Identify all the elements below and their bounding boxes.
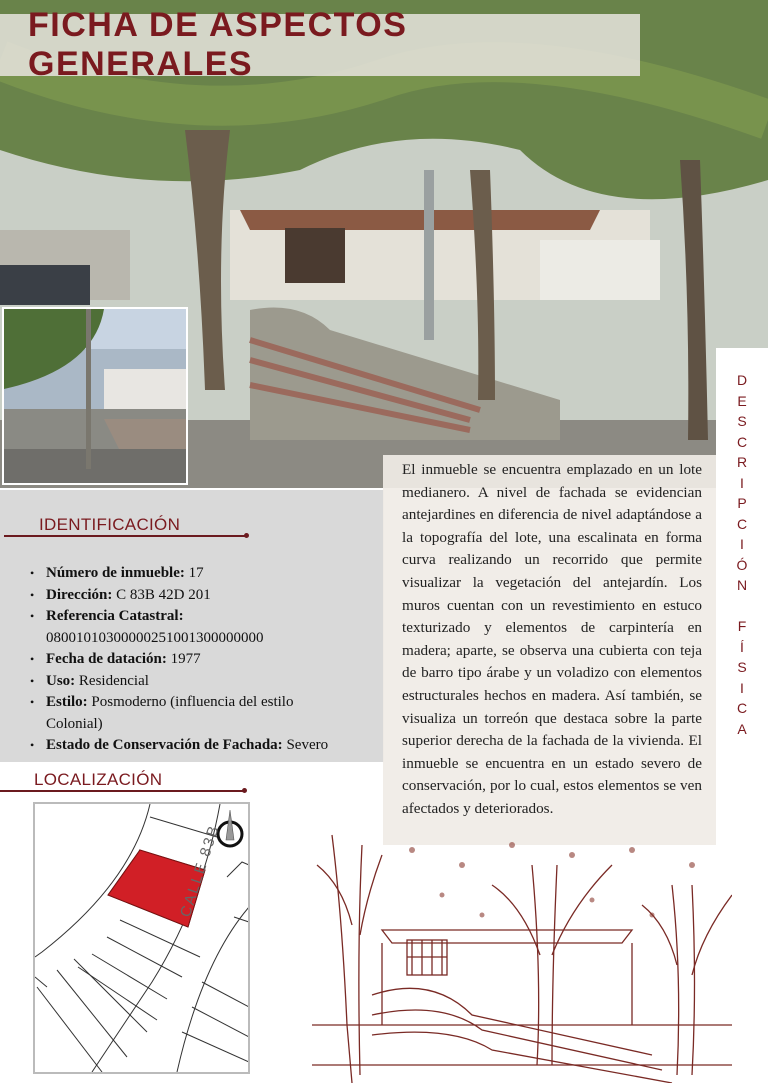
page-title: FICHA DE ASPECTOS GENERALES [28, 6, 408, 83]
heading-letter: I [740, 474, 744, 491]
item-value: Posmoderno (influencia del estilo Colonial) [46, 694, 294, 732]
item-label: Estado de Conservación de Fachada: [46, 737, 283, 753]
location-divider [0, 790, 245, 792]
heading-letter: R [736, 454, 748, 470]
heading-letter: Í [740, 638, 744, 655]
identification-heading: IDENTIFICACIÓN [39, 515, 181, 534]
street-label: CALLE 83B [177, 822, 223, 920]
item-label: Uso: [46, 672, 76, 689]
item-value: 17 [184, 565, 204, 581]
heading-letter: N [736, 577, 748, 593]
item-label: Referencia Catastral: [46, 608, 184, 624]
heading-letter: I [740, 679, 744, 696]
heading-letter [740, 596, 744, 617]
description-box [383, 455, 716, 845]
heading-letter: C [736, 515, 748, 532]
street-view-photo [2, 307, 188, 485]
list-item [30, 585, 370, 607]
heading-letter: C [736, 433, 748, 450]
list-item [30, 649, 370, 671]
heading-letter: A [737, 720, 747, 737]
list-item [30, 692, 370, 735]
location-map [33, 802, 250, 1074]
heading-letter: P [737, 495, 747, 511]
street-view-illustration [4, 309, 188, 485]
item-label: Dirección: [46, 586, 113, 603]
identification-divider [4, 535, 247, 537]
list-item [30, 606, 370, 649]
facade-sketch [312, 825, 732, 1083]
item-value: C 83B 42D 201 [112, 586, 211, 603]
heading-letter: C [736, 700, 748, 716]
title-banner [0, 6, 640, 83]
description-vertical-heading [716, 348, 768, 737]
item-label: Estilo: [46, 694, 88, 710]
heading-letter: S [737, 413, 747, 429]
item-value: 1977 [166, 651, 201, 667]
item-value: Residencial [75, 672, 149, 689]
heading-letter: D [736, 372, 748, 388]
heading-letter: S [737, 659, 747, 675]
item-value: Severo [282, 737, 329, 753]
item-label: Número de inmueble: [46, 565, 185, 581]
description-text: El inmueble se encuentra emplazado en un lote medianero. A nivel de fachada se evidencian antejardines en diferencia de nivel adaptándose a la topografía del lote, una escalinata en forma curva realizando un recorrido que permite visualizar la vegetación del antejardín. Los muros cuentan con un revestimiento en estuco texturizado y elementos de carpintería en madera; aparte, se observa una cubierta con teja de barro tipo árabe y un voladizo con elementos estructurales hechos en madera. Así también, se visualiza un torreón que destaca sobre la parte superior derecha de la fachada de la vivienda. El inmueble se encuentra en un estado severo de conservación, por lo cual, estos elementos se ven afectados y deteriorados. [402, 461, 702, 817]
heading-letter: E [737, 392, 747, 409]
item-value: 08001010300000251001300000000 [46, 629, 264, 646]
heading-letter: I [740, 536, 744, 552]
identification-list [30, 563, 370, 757]
location-heading: LOCALIZACIÓN [34, 770, 163, 789]
heading-letter: Ó [736, 556, 748, 573]
list-item [30, 563, 370, 585]
heading-letter: F [737, 618, 747, 634]
list-item [30, 671, 370, 693]
list-item [30, 735, 370, 757]
item-label: Fecha de datación: [46, 651, 167, 667]
